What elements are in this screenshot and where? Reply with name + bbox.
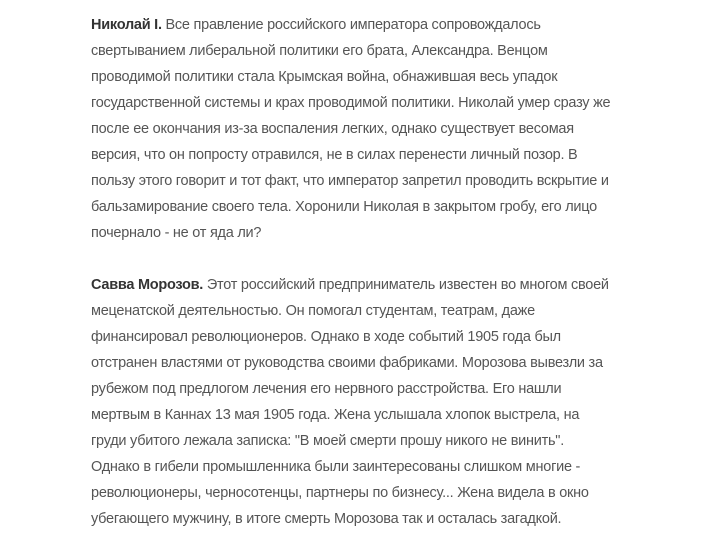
text-line: Однако в гибели промышленника были заинтересованы слишком многие - bbox=[91, 459, 581, 475]
paragraph-nicholas bbox=[91, 12, 611, 246]
text-line: государственной системы и крах проводимой политики. Николай умер сразу же bbox=[91, 95, 611, 111]
text-line: версия, что он попросту отравился, не в силах перенести личный позор. В bbox=[91, 147, 578, 163]
person-name: Николай I. bbox=[91, 17, 162, 33]
text-line: финансировал революционеров. Однако в ходе событий 1905 года был bbox=[91, 329, 561, 345]
line-text: Все правление российского императора сопровождалось bbox=[161, 17, 541, 33]
text-line: рубежом под предлогом лечения его нервного расстройства. Его нашли bbox=[91, 381, 562, 397]
text-line: отстранен властями от руководства своими фабриками. Морозова вывезли за bbox=[91, 355, 603, 371]
text-line: после ее окончания из-за воспаления легких, однако существует весомая bbox=[91, 121, 574, 137]
text-line bbox=[91, 12, 541, 38]
person-name: Савва Морозов. bbox=[91, 277, 204, 293]
text-block bbox=[91, 12, 611, 532]
text-line bbox=[91, 272, 609, 298]
text-line: бальзамирование своего тела. Хоронили Николая в закрытом гробу, его лицо bbox=[91, 199, 597, 215]
text-line: меценатской деятельностью. Он помогал студентам, театрам, даже bbox=[91, 303, 535, 319]
text-line: свертыванием либеральной политики его брата, Александра. Венцом bbox=[91, 43, 548, 59]
text-line: революционеры, черносотенцы, партнеры по бизнесу... Жена видела в окно bbox=[91, 485, 589, 501]
text-line: груди убитого лежала записка: "В моей смерти прошу никого не винить". bbox=[91, 433, 564, 449]
line-text: Этот российский предприниматель известен во многом своей bbox=[203, 277, 609, 293]
text-line: пользу этого говорит и тот факт, что император запретил проводить вскрытие и bbox=[91, 173, 609, 189]
text-line: почернало - не от яда ли? bbox=[91, 225, 262, 241]
text-line: проводимой политики стала Крымская война, обнажившая весь упадок bbox=[91, 69, 558, 85]
paragraph-gap bbox=[91, 246, 531, 272]
paragraph-morozov bbox=[91, 272, 609, 532]
text-line: мертвым в Каннах 13 мая 1905 года. Жена услышала хлопок выстрела, на bbox=[91, 407, 580, 423]
text-line: убегающего мужчину, в итоге смерть Морозова так и осталась загадкой. bbox=[91, 511, 562, 527]
